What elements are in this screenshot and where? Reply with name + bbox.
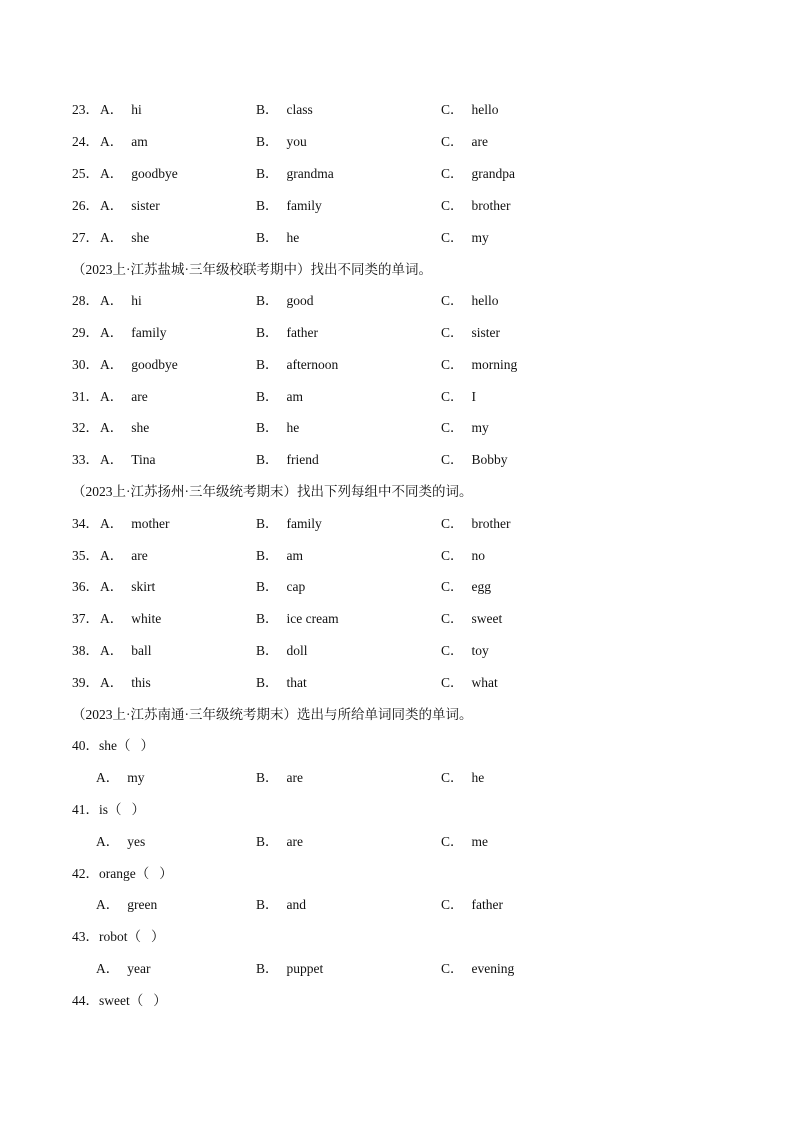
question-number: 39．	[72, 675, 99, 690]
question-row-39	[0, 673, 794, 693]
option-a: A． family	[100, 325, 167, 340]
option-c: C． sister	[441, 325, 501, 340]
question-number: 38．	[72, 643, 99, 658]
question-number: 32．	[72, 420, 99, 435]
option-a: A． she	[100, 420, 150, 435]
question-number: 28．	[72, 293, 99, 308]
given-word: orange	[99, 866, 136, 881]
option-a: A． year	[96, 961, 151, 976]
option-a: A． sister	[100, 198, 160, 213]
option-a: A． yes	[96, 834, 146, 849]
option-c: C． are	[441, 134, 488, 149]
given-word: robot	[99, 929, 128, 944]
option-c: C． I	[441, 389, 477, 404]
option-a: A． hi	[100, 102, 142, 117]
question-stem-43: 43．robot（ ）	[72, 929, 165, 944]
option-c: C． my	[441, 230, 489, 245]
option-a: A． are	[100, 548, 148, 563]
option-a: A． green	[96, 897, 158, 912]
question-row-25	[0, 164, 794, 184]
question-stem-41: 41．is（ ）	[72, 802, 146, 817]
option-c: C． grandpa	[441, 166, 515, 181]
option-c: C． hello	[441, 102, 499, 117]
question-number: 35．	[72, 548, 99, 563]
option-a: A． she	[100, 230, 150, 245]
option-b: B． he	[256, 230, 300, 245]
question-number: 30．	[72, 357, 99, 372]
option-c: C． my	[441, 420, 489, 435]
question-number: 27．	[72, 230, 99, 245]
question-options-43	[0, 959, 794, 979]
question-number: 36．	[72, 579, 99, 594]
question-row-36	[0, 577, 794, 597]
question-row-23	[0, 100, 794, 120]
option-b: B． family	[256, 516, 322, 531]
question-row-37	[0, 609, 794, 629]
question-stem-40: 40．she（ ）	[72, 738, 154, 753]
section-heading-yancheng: （2023上·江苏盐城·三年级校联考期中）找出不同类的单词。	[72, 262, 432, 277]
option-b: B． doll	[256, 643, 308, 658]
option-a: A． skirt	[100, 579, 156, 594]
option-c: C． father	[441, 897, 503, 912]
option-b: B． are	[256, 770, 303, 785]
question-row-27	[0, 228, 794, 248]
question-row-28	[0, 291, 794, 311]
option-c: C． morning	[441, 357, 518, 372]
question-row-34	[0, 514, 794, 534]
question-row-24	[0, 132, 794, 152]
question-options-41	[0, 832, 794, 852]
section-heading-yangzhou: （2023上·江苏扬州·三年级统考期末）找出下列每组中不同类的词。	[72, 484, 473, 499]
option-b: B． ice cream	[256, 611, 339, 626]
option-b: B． puppet	[256, 961, 324, 976]
option-c: C． hello	[441, 293, 499, 308]
option-a: A． hi	[100, 293, 142, 308]
option-c: C． sweet	[441, 611, 503, 626]
option-b: B． friend	[256, 452, 319, 467]
option-b: B． family	[256, 198, 322, 213]
option-b: B． he	[256, 420, 300, 435]
option-b: B． you	[256, 134, 307, 149]
option-a: A． my	[96, 770, 145, 785]
option-b: B． am	[256, 548, 304, 563]
option-a: A． are	[100, 389, 148, 404]
given-word: is	[99, 802, 109, 817]
option-a: A． Tina	[100, 452, 156, 467]
question-row-38	[0, 641, 794, 661]
question-row-30	[0, 355, 794, 375]
given-word: sweet	[99, 993, 130, 1008]
question-number: 43．	[72, 929, 99, 944]
option-c: C． brother	[441, 516, 511, 531]
option-b: B． that	[256, 675, 307, 690]
question-row-29	[0, 323, 794, 343]
question-number: 26．	[72, 198, 99, 213]
option-c: C． evening	[441, 961, 515, 976]
question-number: 23．	[72, 102, 99, 117]
section-heading-nantong: （2023上·江苏南通·三年级统考期末）选出与所给单词同类的单词。	[72, 707, 473, 722]
option-a: A． am	[100, 134, 148, 149]
question-options-40	[0, 768, 794, 788]
question-number: 41．	[72, 802, 99, 817]
question-number: 42．	[72, 866, 99, 881]
option-b: B． am	[256, 389, 304, 404]
question-options-42	[0, 895, 794, 915]
question-row-33	[0, 450, 794, 470]
question-number: 29．	[72, 325, 99, 340]
option-a: A． this	[100, 675, 151, 690]
option-a: A． white	[100, 611, 162, 626]
question-stem-42: 42．orange（ ）	[72, 866, 173, 881]
question-number: 25．	[72, 166, 99, 181]
question-number: 37．	[72, 611, 99, 626]
option-b: B． and	[256, 897, 307, 912]
option-b: B． grandma	[256, 166, 334, 181]
option-b: B． afternoon	[256, 357, 339, 372]
question-row-32	[0, 418, 794, 438]
option-c: C． Bobby	[441, 452, 508, 467]
question-row-26	[0, 196, 794, 216]
option-c: C． he	[441, 770, 485, 785]
question-number: 44．	[72, 993, 99, 1008]
option-b: B． good	[256, 293, 314, 308]
option-a: A． goodbye	[100, 166, 178, 181]
question-number: 40．	[72, 738, 99, 753]
given-word: she	[99, 738, 117, 753]
option-a: A． mother	[100, 516, 170, 531]
option-c: C． brother	[441, 198, 511, 213]
option-b: B． class	[256, 102, 313, 117]
option-c: C． what	[441, 675, 498, 690]
option-c: C． toy	[441, 643, 489, 658]
option-a: A． ball	[100, 643, 152, 658]
question-number: 31．	[72, 389, 99, 404]
option-c: C． no	[441, 548, 486, 563]
question-row-35	[0, 546, 794, 566]
question-number: 24．	[72, 134, 99, 149]
question-stem-44: 44．sweet（ ）	[72, 993, 167, 1008]
option-b: B． father	[256, 325, 318, 340]
option-a: A． goodbye	[100, 357, 178, 372]
option-c: C． me	[441, 834, 489, 849]
option-b: B． are	[256, 834, 303, 849]
option-b: B． cap	[256, 579, 306, 594]
question-number: 34．	[72, 516, 99, 531]
question-row-31	[0, 387, 794, 407]
question-number: 33．	[72, 452, 99, 467]
option-c: C． egg	[441, 579, 492, 594]
